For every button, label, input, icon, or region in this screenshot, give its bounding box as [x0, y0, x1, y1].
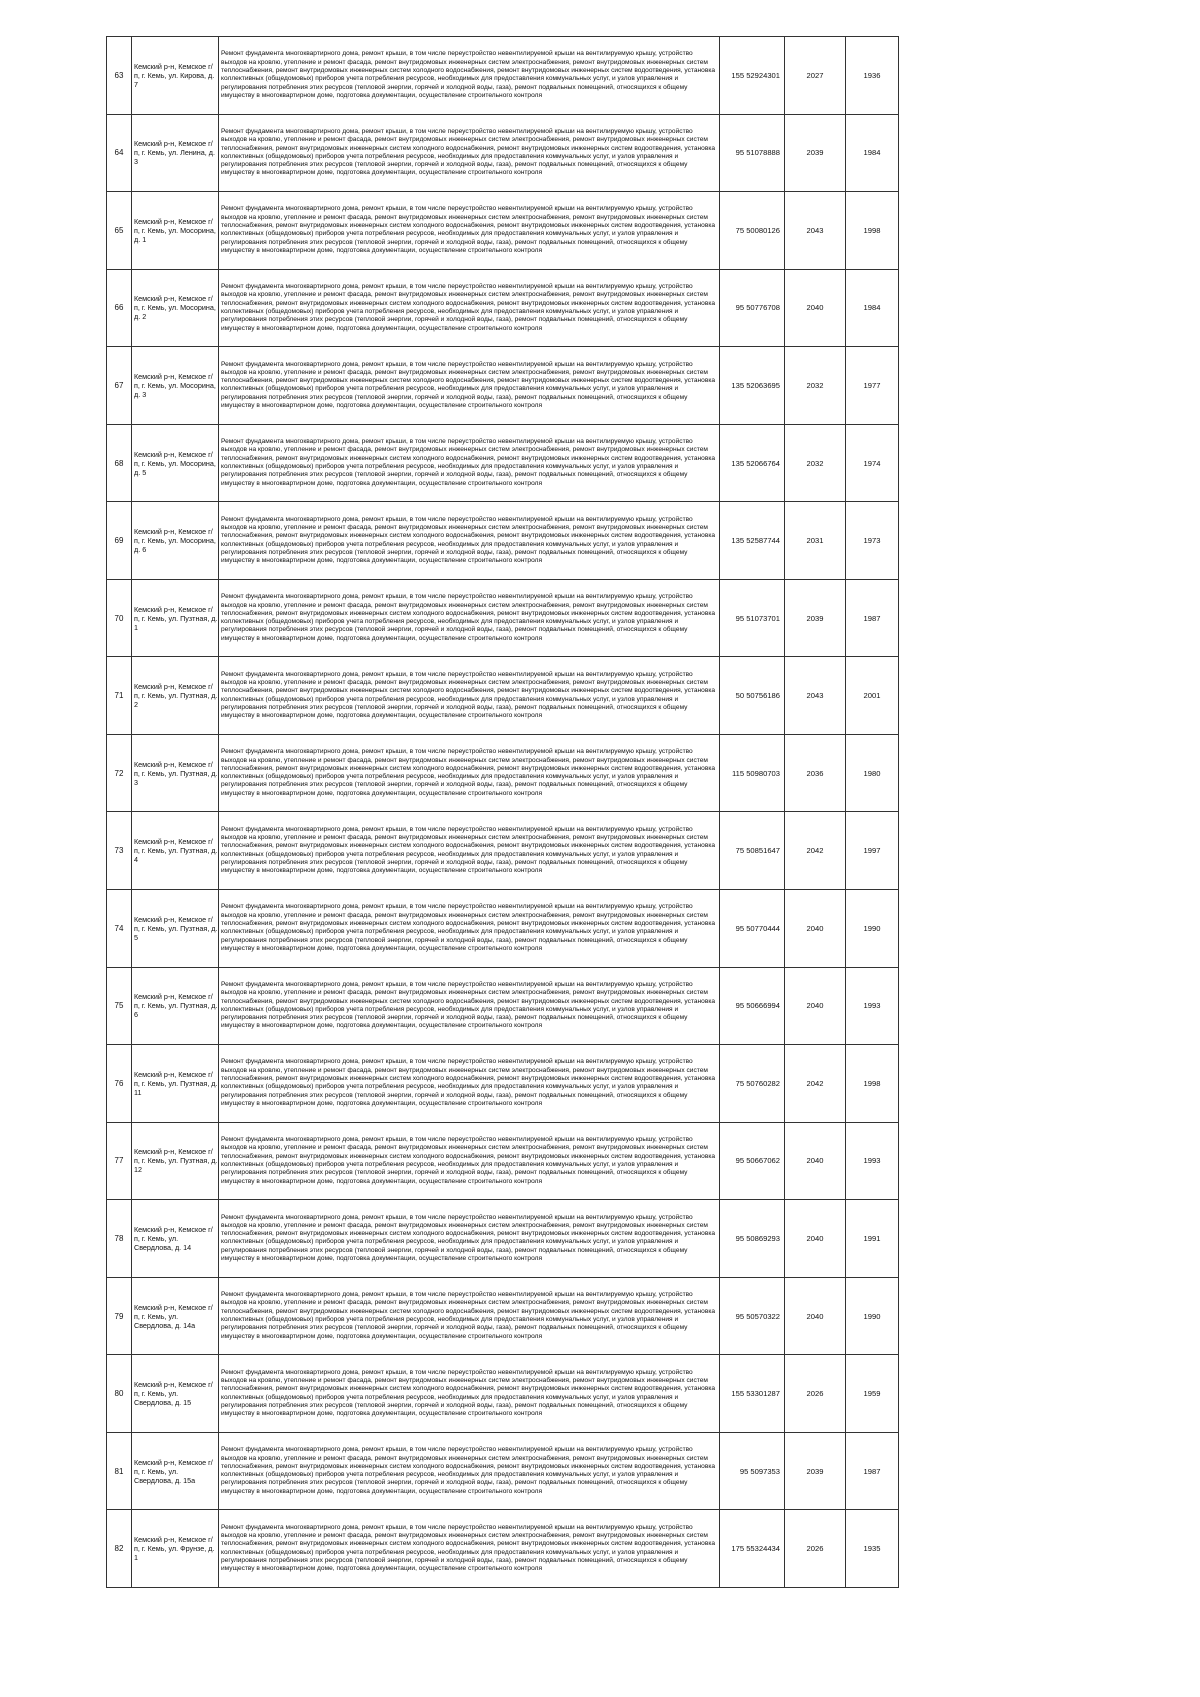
planned-year-cell: [785, 1355, 846, 1433]
build-year-cell-text: 1984: [863, 148, 881, 158]
table-row: [107, 502, 899, 580]
planned-year-cell-text: 2040: [806, 1311, 824, 1321]
row-number: [107, 502, 132, 580]
address-cell-text: Кемский р-н, Кемское г/п, г. Кемь, ул. Пузтная, д. 11: [134, 1069, 218, 1097]
build-year-cell: [846, 37, 899, 115]
build-year-cell-text: 1973: [863, 536, 881, 546]
row-number: [107, 579, 132, 657]
address-cell: [132, 424, 219, 502]
address-cell: [132, 890, 219, 968]
cost-cell: [720, 114, 785, 192]
row-number-text: 81: [114, 1466, 124, 1476]
work-description-cell-text: Ремонт фундамента многоквартирного дома, ремонт крыши, в том числе переустройство невентилируемой крыши на вентилируемую крышу, устройство выходов на кровлю, утепление и ремонт фасада, ремонт внутридомовых инженерных систем электроснабжения, ремонт внутридомовых инженерных систем теплоснабжения, ремонт внутридомовых инженерных систем холодного водоснабжения, ремонт внутридомовых инженерных систем водоотведения, установка коллективных (общедомовых) приборов учета потребления ресурсов, необходимых для предоставления коммунальных услуг, и узлов управления и регулирования потребления этих ресурсов (тепловой энергии, горячей и холодной воды, газа), ремонт подвальных помещений, относящихся к общему имуществу в многоквартирном доме, подготовка документации, осуществление строительного контроля: [221, 1368, 716, 1418]
row-number: [107, 269, 132, 347]
address-cell-text: Кемский р-н, Кемское г/п, г. Кемь, ул. Мосорина, д. 5: [134, 449, 216, 477]
address-cell-text: Кемский р-н, Кемское г/п, г. Кемь, ул. Свердлова, д. 15а: [134, 1457, 213, 1485]
build-year-cell: [846, 424, 899, 502]
planned-year-cell-text: 2026: [806, 1389, 824, 1399]
address-cell: [132, 114, 219, 192]
address-cell-text: Кемский р-н, Кемское г/п, г. Кемь, ул. Ленина, д. 3: [134, 139, 215, 167]
row-number: [107, 812, 132, 890]
build-year-cell: [846, 812, 899, 890]
address-cell-text: Кемский р-н, Кемское г/п, г. Кемь, ул. Пузтная, д. 5: [134, 914, 218, 942]
table-row: [107, 424, 899, 502]
work-description-cell: [219, 347, 720, 425]
build-year-cell-text: 1991: [863, 1233, 881, 1243]
build-year-cell: [846, 192, 899, 270]
build-year-cell: [846, 114, 899, 192]
cost-cell: [720, 579, 785, 657]
work-description-cell: [219, 1122, 720, 1200]
address-cell: [132, 37, 219, 115]
work-description-cell: [219, 37, 720, 115]
address-cell: [132, 1432, 219, 1510]
cost-cell: [720, 502, 785, 580]
work-description-cell: [219, 734, 720, 812]
table-row: [107, 1355, 899, 1433]
cost-cell: [720, 812, 785, 890]
work-description-cell-text: Ремонт фундамента многоквартирного дома, ремонт крыши, в том числе переустройство невентилируемой крыши на вентилируемую крышу, устройство выходов на кровлю, утепление и ремонт фасада, ремонт внутридомовых инженерных систем электроснабжения, ремонт внутридомовых инженерных систем теплоснабжения, ремонт внутридомовых инженерных систем холодного водоснабжения, ремонт внутридомовых инженерных систем водоотведения, установка коллективных (общедомовых) приборов учета потребления ресурсов, необходимых для предоставления коммунальных услуг, и узлов управления и регулирования потребления этих ресурсов (тепловой энергии, горячей и холодной воды, газа), ремонт подвальных помещений, относящихся к общему имуществу в многоквартирном доме, подготовка документации, осуществление строительного контроля: [221, 438, 716, 487]
cost-cell: [720, 734, 785, 812]
table-row: [107, 192, 899, 270]
planned-year-cell-text: 2040: [806, 1233, 824, 1243]
table-row: [107, 1432, 899, 1510]
work-description-cell-text: Ремонт фундамента многоквартирного дома, ремонт крыши, в том числе переустройство невентилируемой крыши на вентилируемую крышу, устройство выходов на кровлю, утепление и ремонт фасада, ремонт внутридомовых инженерных систем электроснабжения, ремонт внутридомовых инженерных систем теплоснабжения, ремонт внутридомовых инженерных систем холодного водоснабжения, ремонт внутридомовых инженерных систем водоотведения, установка коллективных (общедомовых) приборов учета потребления ресурсов, необходимых для предоставления коммунальных услуг, и узлов управления и регулирования потребления этих ресурсов (тепловой энергии, горячей и холодной воды, газа), ремонт подвальных помещений, относящихся к общему имуществу в многоквартирном доме, подготовка документации, осуществление строительного контроля: [221, 903, 716, 952]
address-cell: [132, 1510, 219, 1588]
table-row: [107, 1122, 899, 1200]
build-year-cell: [846, 1122, 899, 1200]
build-year-cell-text: 1987: [863, 1466, 881, 1476]
work-description-cell-text: Ремонт фундамента многоквартирного дома, ремонт крыши, в том числе переустройство невентилируемой крыши на вентилируемую крышу, устройство выходов на кровлю, утепление и ремонт фасада, ремонт внутридомовых инженерных систем электроснабжения, ремонт внутридомовых инженерных систем теплоснабжения, ремонт внутридомовых инженерных систем холодного водоснабжения, ремонт внутридомовых инженерных систем водоотведения, установка коллективных (общедомовых) приборов учета потребления ресурсов, необходимых для предоставления коммунальных услуг, и узлов управления и регулирования потребления этих ресурсов (тепловой энергии, горячей и холодной воды, газа), ремонт подвальных помещений, относящихся к общему имуществу в многоквартирном доме, подготовка документации, осуществление строительного контроля: [221, 127, 716, 177]
build-year-cell-text: 1984: [863, 303, 881, 313]
work-description-cell: [219, 1200, 720, 1278]
build-year-cell-text: 1998: [863, 225, 881, 235]
work-description-cell: [219, 502, 720, 580]
planned-year-cell: [785, 502, 846, 580]
address-cell-text: Кемский р-н, Кемское г/п, г. Кемь, ул. Свердлова, д. 14: [134, 1224, 213, 1252]
work-description-cell: [219, 269, 720, 347]
planned-year-cell: [785, 967, 846, 1045]
planned-year-cell-text: 2036: [806, 768, 824, 778]
address-cell-text: Кемский р-н, Кемское г/п, г. Кемь, ул. Пузтная, д. 2: [134, 682, 218, 710]
cost-cell-text: 75 50760282: [735, 1078, 780, 1088]
cost-cell-text: 155 52924301: [731, 70, 780, 80]
work-description-cell-text: Ремонт фундамента многоквартирного дома, ремонт крыши, в том числе переустройство невентилируемой крыши на вентилируемую крышу, устройство выходов на кровлю, утепление и ремонт фасада, ремонт внутридомовых инженерных систем электроснабжения, ремонт внутридомовых инженерных систем теплоснабжения, ремонт внутридомовых инженерных систем холодного водоснабжения, ремонт внутридомовых инженерных систем водоотведения, установка коллективных (общедомовых) приборов учета потребления ресурсов, необходимых для предоставления коммунальных услуг, и узлов управления и регулирования потребления этих ресурсов (тепловой энергии, горячей и холодной воды, газа), ремонт подвальных помещений, относящихся к общему имуществу в многоквартирном доме, подготовка документации, осуществление строительного контроля: [221, 1213, 716, 1263]
address-cell: [132, 1200, 219, 1278]
work-description-cell: [219, 1432, 720, 1510]
cost-cell: [720, 1510, 785, 1588]
build-year-cell-text: 1936: [863, 70, 881, 80]
row-number: [107, 734, 132, 812]
table-row: [107, 114, 899, 192]
build-year-cell-text: 1987: [863, 613, 881, 623]
build-year-cell: [846, 1277, 899, 1355]
build-year-cell: [846, 269, 899, 347]
cost-cell-text: 95 50666994: [735, 1001, 780, 1011]
table-row: [107, 347, 899, 425]
row-number-text: 73: [114, 846, 124, 856]
address-cell: [132, 967, 219, 1045]
build-year-cell-text: 1997: [863, 846, 881, 856]
build-year-cell-text: 2001: [863, 691, 881, 701]
row-number-text: 65: [114, 225, 124, 235]
row-number-text: 82: [114, 1544, 124, 1554]
planned-year-cell-text: 2043: [806, 691, 824, 701]
work-description-cell: [219, 967, 720, 1045]
build-year-cell: [846, 967, 899, 1045]
work-description-cell: [219, 1277, 720, 1355]
cost-cell-text: 135 52063695: [731, 380, 780, 390]
capital-repair-table: [106, 36, 899, 1588]
planned-year-cell: [785, 1510, 846, 1588]
table-row: [107, 1045, 899, 1123]
address-cell-text: Кемский р-н, Кемское г/п, г. Кемь, ул. Свердлова, д. 15: [134, 1380, 213, 1408]
build-year-cell: [846, 502, 899, 580]
row-number-text: 75: [114, 1001, 124, 1011]
row-number-text: 68: [114, 458, 124, 468]
work-description-cell-text: Ремонт фундамента многоквартирного дома, ремонт крыши, в том числе переустройство невентилируемой крыши на вентилируемую крышу, устройство выходов на кровлю, утепление и ремонт фасада, ремонт внутридомовых инженерных систем электроснабжения, ремонт внутридомовых инженерных систем теплоснабжения, ремонт внутридомовых инженерных систем холодного водоснабжения, ремонт внутридомовых инженерных систем водоотведения, установка коллективных (общедомовых) приборов учета потребления ресурсов, необходимых для предоставления коммунальных услуг, и узлов управления и регулирования потребления этих ресурсов (тепловой энергии, горячей и холодной воды, газа), ремонт подвальных помещений, относящихся к общему имуществу в многоквартирном доме, подготовка документации, осуществление строительного контроля: [221, 50, 716, 99]
planned-year-cell-text: 2032: [806, 458, 824, 468]
row-number-text: 64: [114, 148, 124, 158]
cost-cell-text: 95 5097353: [739, 1466, 780, 1476]
row-number: [107, 967, 132, 1045]
address-cell: [132, 734, 219, 812]
work-description-cell-text: Ремонт фундамента многоквартирного дома, ремонт крыши, в том числе переустройство невентилируемой крыши на вентилируемую крышу, устройство выходов на кровлю, утепление и ремонт фасада, ремонт внутридомовых инженерных систем электроснабжения, ремонт внутридомовых инженерных систем теплоснабжения, ремонт внутридомовых инженерных систем холодного водоснабжения, ремонт внутридомовых инженерных систем водоотведения, установка коллективных (общедомовых) приборов учета потребления ресурсов, необходимых для предоставления коммунальных услуг, и узлов управления и регулирования потребления этих ресурсов (тепловой энергии, горячей и холодной воды, газа), ремонт подвальных помещений, относящихся к общему имуществу в многоквартирном доме, подготовка документации, осуществление строительного контроля: [221, 748, 716, 797]
work-description-cell: [219, 812, 720, 890]
build-year-cell-text: 1974: [863, 458, 881, 468]
cost-cell: [720, 1355, 785, 1433]
planned-year-cell: [785, 657, 846, 735]
planned-year-cell-text: 2027: [806, 70, 824, 80]
work-description-cell-text: Ремонт фундамента многоквартирного дома, ремонт крыши, в том числе переустройство невентилируемой крыши на вентилируемую крышу, устройство выходов на кровлю, утепление и ремонт фасада, ремонт внутридомовых инженерных систем электроснабжения, ремонт внутридомовых инженерных систем теплоснабжения, ремонт внутридомовых инженерных систем холодного водоснабжения, ремонт внутридомовых инженерных систем водоотведения, установка коллективных (общедомовых) приборов учета потребления ресурсов, необходимых для предоставления коммунальных услуг, и узлов управления и регулирования потребления этих ресурсов (тепловой энергии, горячей и холодной воды, газа), ремонт подвальных помещений, относящихся к общему имуществу в многоквартирном доме, подготовка документации, осуществление строительного контроля: [221, 360, 716, 410]
build-year-cell-text: 1993: [863, 1156, 881, 1166]
planned-year-cell: [785, 1432, 846, 1510]
address-cell-text: Кемский р-н, Кемское г/п, г. Кемь, ул. Мосорина, д. 2: [134, 294, 216, 322]
cost-cell: [720, 1122, 785, 1200]
cost-cell-text: 95 50776708: [735, 303, 780, 313]
work-description-cell-text: Ремонт фундамента многоквартирного дома, ремонт крыши, в том числе переустройство невентилируемой крыши на вентилируемую крышу, устройство выходов на кровлю, утепление и ремонт фасада, ремонт внутридомовых инженерных систем электроснабжения, ремонт внутридомовых инженерных систем теплоснабжения, ремонт внутридомовых инженерных систем холодного водоснабжения, ремонт внутридомовых инженерных систем водоотведения, установка коллективных (общедомовых) приборов учета потребления ресурсов, необходимых для предоставления коммунальных услуг, и узлов управления и регулирования потребления этих ресурсов (тепловой энергии, горячей и холодной воды, газа), ремонт подвальных помещений, относящихся к общему имуществу в многоквартирном доме, подготовка документации, осуществление строительного контроля: [221, 205, 716, 254]
work-description-cell-text: Ремонт фундамента многоквартирного дома, ремонт крыши, в том числе переустройство невентилируемой крыши на вентилируемую крышу, устройство выходов на кровлю, утепление и ремонт фасада, ремонт внутридомовых инженерных систем электроснабжения, ремонт внутридомовых инженерных систем теплоснабжения, ремонт внутридомовых инженерных систем холодного водоснабжения, ремонт внутридомовых инженерных систем водоотведения, установка коллективных (общедомовых) приборов учета потребления ресурсов, необходимых для предоставления коммунальных услуг, и узлов управления и регулирования потребления этих ресурсов (тепловой энергии, горячей и холодной воды, газа), ремонт подвальных помещений, относящихся к общему имуществу в многоквартирном доме, подготовка документации, осуществление строительного контроля: [221, 1523, 716, 1573]
cost-cell-text: 95 51078888: [735, 148, 780, 158]
build-year-cell-text: 1959: [863, 1389, 881, 1399]
address-cell: [132, 579, 219, 657]
address-cell-text: Кемский р-н, Кемское г/п, г. Кемь, ул. Пузтная, д. 3: [134, 759, 218, 787]
address-cell-text: Кемский р-н, Кемское г/п, г. Кемь, ул. Пузтная, д. 4: [134, 837, 218, 865]
row-number-text: 72: [114, 768, 124, 778]
build-year-cell: [846, 579, 899, 657]
work-description-cell: [219, 1510, 720, 1588]
work-description-cell-text: Ремонт фундамента многоквартирного дома, ремонт крыши, в том числе переустройство невентилируемой крыши на вентилируемую крышу, устройство выходов на кровлю, утепление и ремонт фасада, ремонт внутридомовых инженерных систем электроснабжения, ремонт внутридомовых инженерных систем теплоснабжения, ремонт внутридомовых инженерных систем холодного водоснабжения, ремонт внутридомовых инженерных систем водоотведения, установка коллективных (общедомовых) приборов учета потребления ресурсов, необходимых для предоставления коммунальных услуг, и узлов управления и регулирования потребления этих ресурсов (тепловой энергии, горячей и холодной воды, газа), ремонт подвальных помещений, относящихся к общему имуществу в многоквартирном доме, подготовка документации, осуществление строительного контроля: [221, 515, 716, 565]
build-year-cell-text: 1990: [863, 1311, 881, 1321]
table-row: [107, 1200, 899, 1278]
address-cell: [132, 1277, 219, 1355]
build-year-cell-text: 1977: [863, 380, 881, 390]
address-cell: [132, 347, 219, 425]
address-cell: [132, 657, 219, 735]
build-year-cell: [846, 1432, 899, 1510]
planned-year-cell: [785, 1277, 846, 1355]
row-number-text: 63: [114, 70, 124, 80]
planned-year-cell: [785, 1122, 846, 1200]
table-row: [107, 37, 899, 115]
planned-year-cell: [785, 1045, 846, 1123]
address-cell-text: Кемский р-н, Кемское г/п, г. Кемь, ул. Пузтная, д. 12: [134, 1147, 218, 1175]
planned-year-cell: [785, 192, 846, 270]
build-year-cell-text: 1980: [863, 768, 881, 778]
row-number: [107, 890, 132, 968]
planned-year-cell: [785, 269, 846, 347]
work-description-cell-text: Ремонт фундамента многоквартирного дома, ремонт крыши, в том числе переустройство невентилируемой крыши на вентилируемую крышу, устройство выходов на кровлю, утепление и ремонт фасада, ремонт внутридомовых инженерных систем электроснабжения, ремонт внутридомовых инженерных систем теплоснабжения, ремонт внутридомовых инженерных систем холодного водоснабжения, ремонт внутридомовых инженерных систем водоотведения, установка коллективных (общедомовых) приборов учета потребления ресурсов, необходимых для предоставления коммунальных услуг, и узлов управления и регулирования потребления этих ресурсов (тепловой энергии, горячей и холодной воды, газа), ремонт подвальных помещений, относящихся к общему имуществу в многоквартирном доме, подготовка документации, осуществление строительного контроля: [221, 1446, 716, 1495]
row-number-text: 80: [114, 1389, 124, 1399]
table-row: [107, 579, 899, 657]
row-number-text: 66: [114, 303, 124, 313]
row-number: [107, 1200, 132, 1278]
work-description-cell-text: Ремонт фундамента многоквартирного дома, ремонт крыши, в том числе переустройство невентилируемой крыши на вентилируемую крышу, устройство выходов на кровлю, утепление и ремонт фасада, ремонт внутридомовых инженерных систем электроснабжения, ремонт внутридомовых инженерных систем теплоснабжения, ремонт внутридомовых инженерных систем холодного водоснабжения, ремонт внутридомовых инженерных систем водоотведения, установка коллективных (общедомовых) приборов учета потребления ресурсов, необходимых для предоставления коммунальных услуг, и узлов управления и регулирования потребления этих ресурсов (тепловой энергии, горячей и холодной воды, газа), ремонт подвальных помещений, относящихся к общему имуществу в многоквартирном доме, подготовка документации, осуществление строительного контроля: [221, 1058, 716, 1107]
address-cell-text: Кемский р-н, Кемское г/п, г. Кемь, ул. Мосорина, д. 1: [134, 216, 216, 244]
cost-cell: [720, 192, 785, 270]
work-description-cell: [219, 1045, 720, 1123]
cost-cell-text: 115 50980703: [731, 768, 780, 778]
row-number-text: 78: [114, 1233, 124, 1243]
table-row: [107, 269, 899, 347]
planned-year-cell-text: 2042: [806, 1078, 824, 1088]
planned-year-cell-text: 2026: [806, 1544, 824, 1554]
work-description-cell-text: Ремонт фундамента многоквартирного дома, ремонт крыши, в том числе переустройство невентилируемой крыши на вентилируемую крышу, устройство выходов на кровлю, утепление и ремонт фасада, ремонт внутридомовых инженерных систем электроснабжения, ремонт внутридомовых инженерных систем теплоснабжения, ремонт внутридомовых инженерных систем холодного водоснабжения, ремонт внутридомовых инженерных систем водоотведения, установка коллективных (общедомовых) приборов учета потребления ресурсов, необходимых для предоставления коммунальных услуг, и узлов управления и регулирования потребления этих ресурсов (тепловой энергии, горячей и холодной воды, газа), ремонт подвальных помещений, относящихся к общему имуществу в многоквартирном доме, подготовка документации, осуществление строительного контроля: [221, 825, 716, 875]
build-year-cell: [846, 734, 899, 812]
work-description-cell: [219, 890, 720, 968]
build-year-cell-text: 1998: [863, 1078, 881, 1088]
row-number: [107, 424, 132, 502]
cost-cell-text: 135 52587744: [731, 536, 780, 546]
work-description-cell-text: Ремонт фундамента многоквартирного дома, ремонт крыши, в том числе переустройство невентилируемой крыши на вентилируемую крышу, устройство выходов на кровлю, утепление и ремонт фасада, ремонт внутридомовых инженерных систем электроснабжения, ремонт внутридомовых инженерных систем теплоснабжения, ремонт внутридомовых инженерных систем холодного водоснабжения, ремонт внутридомовых инженерных систем водоотведения, установка коллективных (общедомовых) приборов учета потребления ресурсов, необходимых для предоставления коммунальных услуг, и узлов управления и регулирования потребления этих ресурсов (тепловой энергии, горячей и холодной воды, газа), ремонт подвальных помещений, относящихся к общему имуществу в многоквартирном доме, подготовка документации, осуществление строительного контроля: [221, 980, 716, 1030]
address-cell-text: Кемский р-н, Кемское г/п, г. Кемь, ул. Мосорина, д. 6: [134, 527, 216, 555]
planned-year-cell: [785, 890, 846, 968]
row-number-text: 70: [114, 613, 124, 623]
row-number: [107, 347, 132, 425]
row-number-text: 69: [114, 536, 124, 546]
cost-cell-text: 135 52066764: [731, 458, 780, 468]
row-number: [107, 1277, 132, 1355]
planned-year-cell: [785, 424, 846, 502]
address-cell-text: Кемский р-н, Кемское г/п, г. Кемь, ул. Пузтная, д. 6: [134, 992, 218, 1020]
planned-year-cell-text: 2040: [806, 923, 824, 933]
work-description-cell: [219, 424, 720, 502]
planned-year-cell-text: 2032: [806, 380, 824, 390]
address-cell: [132, 192, 219, 270]
build-year-cell-text: 1993: [863, 1001, 881, 1011]
planned-year-cell: [785, 114, 846, 192]
cost-cell: [720, 424, 785, 502]
table-row: [107, 890, 899, 968]
cost-cell-text: 75 50851647: [735, 846, 780, 856]
row-number-text: 76: [114, 1078, 124, 1088]
planned-year-cell: [785, 1200, 846, 1278]
row-number-text: 67: [114, 380, 124, 390]
row-number: [107, 1045, 132, 1123]
planned-year-cell-text: 2039: [806, 1466, 824, 1476]
planned-year-cell: [785, 734, 846, 812]
work-description-cell: [219, 657, 720, 735]
address-cell-text: Кемский р-н, Кемское г/п, г. Кемь, ул. Свердлова, д. 14а: [134, 1302, 213, 1330]
table-row: [107, 812, 899, 890]
planned-year-cell-text: 2040: [806, 303, 824, 313]
work-description-cell-text: Ремонт фундамента многоквартирного дома, ремонт крыши, в том числе переустройство невентилируемой крыши на вентилируемую крышу, устройство выходов на кровлю, утепление и ремонт фасада, ремонт внутридомовых инженерных систем электроснабжения, ремонт внутридомовых инженерных систем теплоснабжения, ремонт внутридомовых инженерных систем холодного водоснабжения, ремонт внутридомовых инженерных систем водоотведения, установка коллективных (общедомовых) приборов учета потребления ресурсов, необходимых для предоставления коммунальных услуг, и узлов управления и регулирования потребления этих ресурсов (тепловой энергии, горячей и холодной воды, газа), ремонт подвальных помещений, относящихся к общему имуществу в многоквартирном доме, подготовка документации, осуществление строительного контроля: [221, 1136, 716, 1185]
row-number: [107, 114, 132, 192]
row-number: [107, 37, 132, 115]
table-row: [107, 657, 899, 735]
row-number-text: 79: [114, 1311, 124, 1321]
build-year-cell: [846, 347, 899, 425]
cost-cell-text: 95 50667062: [735, 1156, 780, 1166]
build-year-cell: [846, 1510, 899, 1588]
cost-cell: [720, 890, 785, 968]
address-cell: [132, 1355, 219, 1433]
build-year-cell: [846, 1045, 899, 1123]
address-cell: [132, 1045, 219, 1123]
work-description-cell: [219, 192, 720, 270]
planned-year-cell-text: 2043: [806, 225, 824, 235]
planned-year-cell: [785, 812, 846, 890]
planned-year-cell-text: 2039: [806, 613, 824, 623]
cost-cell: [720, 1432, 785, 1510]
cost-cell: [720, 967, 785, 1045]
cost-cell-text: 95 50770444: [735, 923, 780, 933]
cost-cell-text: 175 55324434: [731, 1544, 780, 1554]
table-body: [107, 37, 899, 1588]
row-number: [107, 1432, 132, 1510]
row-number: [107, 1510, 132, 1588]
planned-year-cell: [785, 347, 846, 425]
cost-cell: [720, 657, 785, 735]
planned-year-cell-text: 2040: [806, 1001, 824, 1011]
cost-cell-text: 75 50080126: [735, 225, 780, 235]
cost-cell-text: 95 50869293: [735, 1233, 780, 1243]
build-year-cell: [846, 657, 899, 735]
row-number: [107, 192, 132, 270]
work-description-cell-text: Ремонт фундамента многоквартирного дома, ремонт крыши, в том числе переустройство невентилируемой крыши на вентилируемую крышу, устройство выходов на кровлю, утепление и ремонт фасада, ремонт внутридомовых инженерных систем электроснабжения, ремонт внутридомовых инженерных систем теплоснабжения, ремонт внутридомовых инженерных систем холодного водоснабжения, ремонт внутридомовых инженерных систем водоотведения, установка коллективных (общедомовых) приборов учета потребления ресурсов, необходимых для предоставления коммунальных услуг, и узлов управления и регулирования потребления этих ресурсов (тепловой энергии, горячей и холодной воды, газа), ремонт подвальных помещений, относящихся к общему имуществу в многоквартирном доме, подготовка документации, осуществление строительного контроля: [221, 283, 716, 332]
work-description-cell: [219, 579, 720, 657]
cost-cell: [720, 1045, 785, 1123]
address-cell: [132, 269, 219, 347]
work-description-cell-text: Ремонт фундамента многоквартирного дома, ремонт крыши, в том числе переустройство невентилируемой крыши на вентилируемую крышу, устройство выходов на кровлю, утепление и ремонт фасада, ремонт внутридомовых инженерных систем электроснабжения, ремонт внутридомовых инженерных систем теплоснабжения, ремонт внутридомовых инженерных систем холодного водоснабжения, ремонт внутридомовых инженерных систем водоотведения, установка коллективных (общедомовых) приборов учета потребления ресурсов, необходимых для предоставления коммунальных услуг, и узлов управления и регулирования потребления этих ресурсов (тепловой энергии, горячей и холодной воды, газа), ремонт подвальных помещений, относящихся к общему имуществу в многоквартирном доме, подготовка документации, осуществление строительного контроля: [221, 670, 716, 720]
planned-year-cell-text: 2040: [806, 1156, 824, 1166]
planned-year-cell-text: 2039: [806, 148, 824, 158]
table-row: [107, 734, 899, 812]
planned-year-cell-text: 2042: [806, 846, 824, 856]
address-cell: [132, 812, 219, 890]
address-cell: [132, 1122, 219, 1200]
planned-year-cell: [785, 579, 846, 657]
address-cell-text: Кемский р-н, Кемское г/п, г. Кемь, ул. Фрунзе, д. 1: [134, 1535, 215, 1563]
address-cell: [132, 502, 219, 580]
cost-cell: [720, 37, 785, 115]
row-number-text: 71: [114, 691, 124, 701]
cost-cell-text: 95 51073701: [735, 613, 780, 623]
row-number: [107, 1355, 132, 1433]
build-year-cell: [846, 890, 899, 968]
work-description-cell-text: Ремонт фундамента многоквартирного дома, ремонт крыши, в том числе переустройство невентилируемой крыши на вентилируемую крышу, устройство выходов на кровлю, утепление и ремонт фасада, ремонт внутридомовых инженерных систем электроснабжения, ремонт внутридомовых инженерных систем теплоснабжения, ремонт внутридомовых инженерных систем холодного водоснабжения, ремонт внутридомовых инженерных систем водоотведения, установка коллективных (общедомовых) приборов учета потребления ресурсов, необходимых для предоставления коммунальных услуг, и узлов управления и регулирования потребления этих ресурсов (тепловой энергии, горячей и холодной воды, газа), ремонт подвальных помещений, относящихся к общему имуществу в многоквартирном доме, подготовка документации, осуществление строительного контроля: [221, 593, 716, 642]
cost-cell: [720, 1277, 785, 1355]
table-row: [107, 967, 899, 1045]
cost-cell-text: 155 53301287: [731, 1389, 780, 1399]
planned-year-cell-text: 2031: [806, 536, 824, 546]
work-description-cell: [219, 114, 720, 192]
build-year-cell-text: 1935: [863, 1544, 881, 1554]
build-year-cell: [846, 1355, 899, 1433]
table-row: [107, 1510, 899, 1588]
build-year-cell: [846, 1200, 899, 1278]
row-number-text: 77: [114, 1156, 124, 1166]
row-number-text: 74: [114, 923, 124, 933]
work-description-cell-text: Ремонт фундамента многоквартирного дома, ремонт крыши, в том числе переустройство невентилируемой крыши на вентилируемую крышу, устройство выходов на кровлю, утепление и ремонт фасада, ремонт внутридомовых инженерных систем электроснабжения, ремонт внутридомовых инженерных систем теплоснабжения, ремонт внутридомовых инженерных систем холодного водоснабжения, ремонт внутридомовых инженерных систем водоотведения, установка коллективных (общедомовых) приборов учета потребления ресурсов, необходимых для предоставления коммунальных услуг, и узлов управления и регулирования потребления этих ресурсов (тепловой энергии, горячей и холодной воды, газа), ремонт подвальных помещений, относящихся к общему имуществу в многоквартирном доме, подготовка документации, осуществление строительного контроля: [221, 1291, 716, 1340]
address-cell-text: Кемский р-н, Кемское г/п, г. Кемь, ул. Пузтная, д. 1: [134, 604, 218, 632]
cost-cell: [720, 347, 785, 425]
table-row: [107, 1277, 899, 1355]
cost-cell-text: 95 50570322: [735, 1311, 780, 1321]
cost-cell-text: 50 50756186: [735, 691, 780, 701]
planned-year-cell: [785, 37, 846, 115]
cost-cell: [720, 1200, 785, 1278]
build-year-cell-text: 1990: [863, 923, 881, 933]
work-description-cell: [219, 1355, 720, 1433]
address-cell-text: Кемский р-н, Кемское г/п, г. Кемь, ул. Мосорина, д. 3: [134, 371, 216, 399]
row-number: [107, 657, 132, 735]
row-number: [107, 1122, 132, 1200]
address-cell-text: Кемский р-н, Кемское г/п, г. Кемь, ул. Кирова, д. 7: [134, 61, 215, 89]
cost-cell: [720, 269, 785, 347]
